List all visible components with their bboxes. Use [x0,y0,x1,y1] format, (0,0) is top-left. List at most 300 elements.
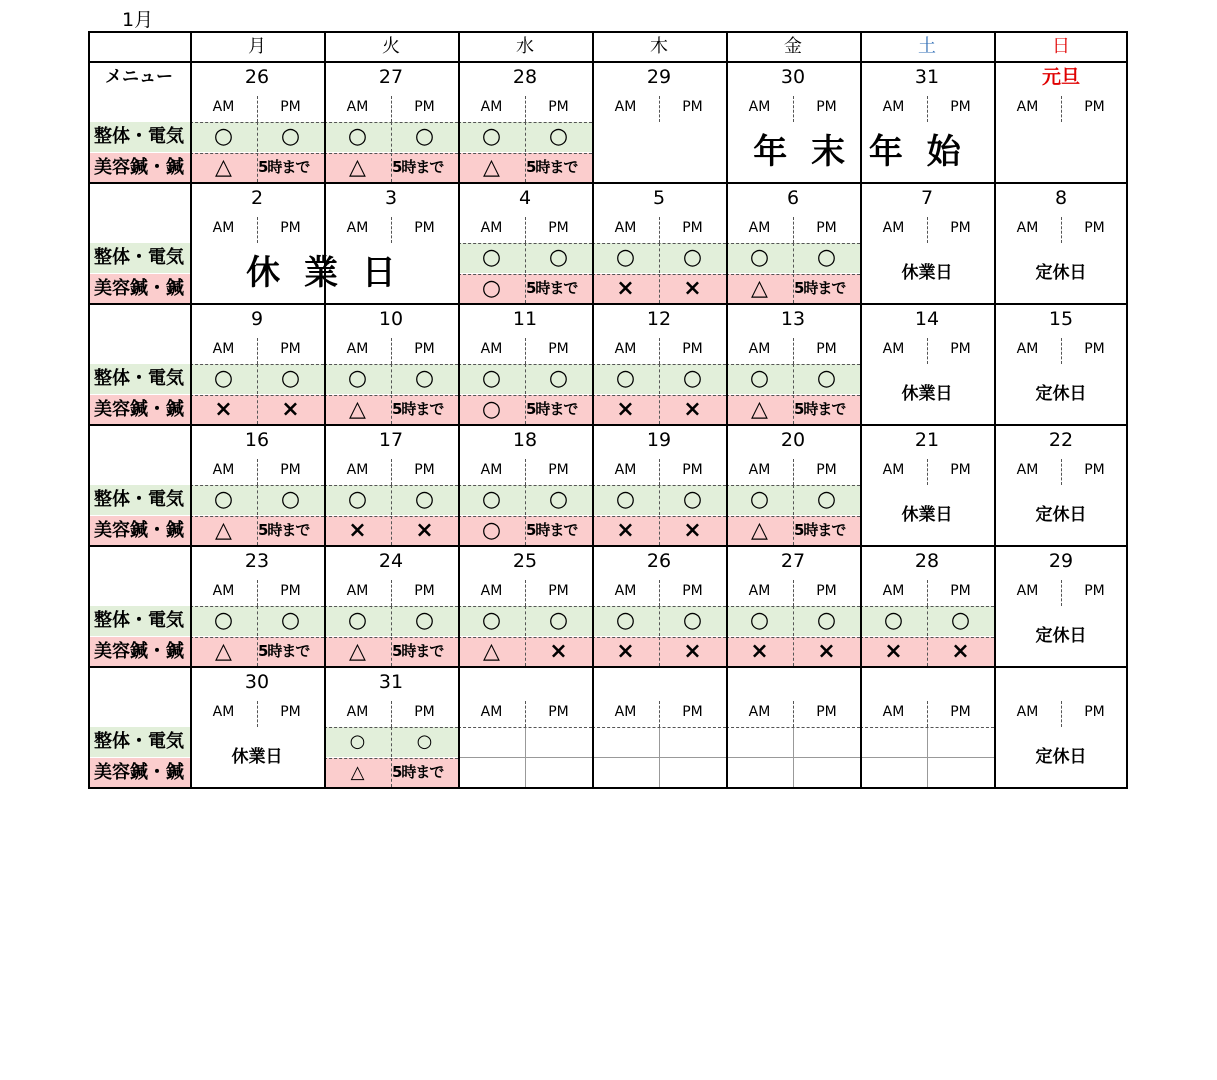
ampm-row-divider [190,122,324,123]
slot-divider [257,637,258,666]
slot-biyou-pm: × [683,396,702,422]
row-label-seitai: 整体・電気 [88,727,190,757]
ampm-divider [793,96,794,122]
slot-divider [391,122,392,152]
am-label: AM [748,583,771,599]
slot-row-divider [592,637,726,638]
date-2-3: 12 [646,307,672,330]
row-label-seitai: 整体・電気 [88,485,190,515]
ampm-divider [793,338,794,364]
day-header-5: 土 [918,35,936,57]
slot-divider [391,485,392,515]
slot-biyou-am: △ [483,154,500,180]
date-5-4 [726,667,860,697]
slot-biyou-pm: 5時まで [526,279,578,297]
ampm-divider [927,580,928,606]
pm-label: PM [950,99,971,115]
pm-label: PM [280,99,301,115]
regular-holiday-label: 定休日 [994,485,1128,545]
date-1-3: 5 [652,186,666,209]
date-4-0: 23 [244,549,270,572]
slot-row-divider [726,757,860,758]
ampm-row-divider [726,485,860,486]
slot-biyou-am: △ [483,638,500,664]
slot-divider [391,758,392,787]
pm-label: PM [816,704,837,720]
ampm-divider [257,701,258,727]
slot-seitai-am: ○ [749,366,770,391]
slot-divider [793,637,794,666]
slot-biyou-pm: × [951,638,970,664]
am-label: AM [480,341,503,357]
am-label: AM [882,583,905,599]
date-2-5: 14 [914,307,940,330]
ampm-row-divider [458,727,592,728]
ampm-divider [525,96,526,122]
ampm-divider [257,580,258,606]
ampm-row-divider [458,606,592,607]
slot-seitai-am: ○ [481,608,502,633]
pm-label: PM [816,99,837,115]
ampm-divider [793,217,794,243]
column-border [88,31,90,787]
pm-label: PM [548,462,569,478]
ampm-divider [525,459,526,485]
slot-seitai-pm: ○ [280,366,301,391]
slot-divider [927,606,928,636]
slot-seitai-pm: ○ [548,366,569,391]
slot-seitai-pm: ○ [816,245,837,270]
slot-divider [927,637,928,666]
slot-divider [793,485,794,515]
slot-row-divider [324,516,458,517]
slot-biyou-am: ○ [481,275,502,301]
pm-label: PM [548,341,569,357]
slot-seitai-am: ○ [749,245,770,270]
slot-row-divider [726,274,860,275]
pm-label: PM [414,462,435,478]
ampm-divider [257,459,258,485]
slot-divider [257,153,258,182]
slot-biyou-pm: × [281,396,300,422]
am-label: AM [882,704,905,720]
slot-seitai-am: ○ [481,245,502,270]
date-1-6: 8 [1054,186,1068,209]
am-label: AM [1016,341,1039,357]
slot-divider [659,516,660,545]
ampm-divider [391,217,392,243]
pm-label: PM [548,704,569,720]
slot-divider [391,637,392,666]
date-5-2 [458,667,592,697]
pm-label: PM [950,341,971,357]
regular-holiday-label: 定休日 [994,364,1128,424]
am-label: AM [1016,99,1039,115]
slot-row-divider [324,637,458,638]
am-label: AM [882,99,905,115]
slot-biyou-pm: 5時まで [392,158,444,176]
ampm-row-divider [726,727,860,728]
slot-biyou-pm: 5時まで [258,642,310,660]
row-label-biyou: 美容鍼・鍼 [88,758,190,787]
day-header-4: 金 [784,35,802,57]
slot-divider [659,485,660,515]
pm-label: PM [682,704,703,720]
header-menu-blank [88,31,190,62]
slot-row-divider [592,757,726,758]
slot-seitai-am: ○ [347,608,368,633]
ampm-divider [525,217,526,243]
slot-divider [257,606,258,636]
column-border [726,31,728,787]
date-2-0: 9 [250,307,264,330]
am-label: AM [748,220,771,236]
slot-divider [391,606,392,636]
am-label: AM [346,704,369,720]
day-header-0: 月 [248,35,266,57]
am-label: AM [1016,704,1039,720]
date-1-1: 3 [384,186,398,209]
slot-divider [525,606,526,636]
date-1-4: 6 [786,186,800,209]
slot-seitai-pm: ○ [414,366,435,391]
slot-seitai-am: ○ [883,608,904,633]
slot-seitai-am: ○ [749,608,770,633]
pm-label: PM [280,462,301,478]
week-border [88,787,1128,789]
slot-biyou-am: × [884,638,903,664]
ampm-divider [927,459,928,485]
am-label: AM [1016,220,1039,236]
slot-seitai-pm: ○ [682,366,703,391]
slot-biyou-am: × [348,517,367,543]
slot-divider [391,395,392,424]
ampm-row-divider [726,606,860,607]
ampm-row-divider [190,364,324,365]
slot-biyou-am: △ [349,396,366,422]
slot-row-divider [458,516,592,517]
slot-biyou-am: △ [215,638,232,664]
slot-seitai-pm: ○ [414,487,435,512]
date-5-1: 31 [378,670,404,693]
slot-divider [525,637,526,666]
date-3-1: 17 [378,428,404,451]
pm-label: PM [414,99,435,115]
slot-biyou-pm: 5時まで [392,642,444,660]
slot-divider [793,274,794,303]
slot-divider [659,395,660,424]
slot-seitai-pm: ○ [280,124,301,149]
ampm-row-divider [726,243,860,244]
ampm-row-divider [592,727,726,728]
slot-biyou-am: × [616,517,635,543]
pm-label: PM [816,341,837,357]
pm-label: PM [816,583,837,599]
day-header-6: 日 [1052,35,1070,57]
pm-label: PM [950,583,971,599]
slot-row-divider [592,516,726,517]
ampm-divider [391,701,392,727]
slot-seitai-pm: ○ [816,608,837,633]
date-5-6 [994,667,1128,697]
am-label: AM [614,341,637,357]
ampm-divider [659,580,660,606]
slot-seitai-am: ○ [481,366,502,391]
slot-biyou-am: △ [751,275,768,301]
slot-divider [793,243,794,273]
slot-row-divider [726,395,860,396]
slot-divider [793,606,794,636]
slot-seitai-pm: ○ [548,124,569,149]
slot-biyou-pm: × [683,517,702,543]
slot-seitai-am: ○ [213,608,234,633]
am-label: AM [212,99,235,115]
slot-seitai-am: ○ [347,487,368,512]
am-label: AM [212,583,235,599]
am-label: AM [1016,462,1039,478]
pm-label: PM [548,220,569,236]
regular-holiday-label: 定休日 [994,727,1128,787]
slot-biyou-am: × [616,396,635,422]
day-header-1: 火 [382,35,400,57]
date-4-4: 27 [780,549,806,572]
date-1-0: 2 [250,186,264,209]
ampm-row-divider [324,364,458,365]
am-label: AM [346,99,369,115]
pm-label: PM [682,220,703,236]
am-label: AM [212,220,235,236]
slot-divider [525,153,526,182]
ampm-row-divider [592,243,726,244]
ampm-row-divider [324,122,458,123]
slot-biyou-pm: 5時まで [794,400,846,418]
ampm-divider [257,338,258,364]
slot-seitai-pm: ○ [548,608,569,633]
am-label: AM [748,704,771,720]
closed-day-label: 休業日 [860,485,994,545]
ampm-divider [659,338,660,364]
slot-seitai-am: ○ [615,487,636,512]
slot-biyou-pm: 5時まで [392,763,444,781]
slot-seitai-am: ○ [347,124,368,149]
slot-seitai-am: ○ [615,245,636,270]
am-label: AM [614,704,637,720]
date-3-6: 22 [1048,428,1074,451]
pm-label: PM [1084,220,1105,236]
ampm-divider [793,701,794,727]
slot-seitai-pm: ○ [548,245,569,270]
am-label: AM [212,704,235,720]
am-label: AM [480,99,503,115]
date-2-2: 11 [512,307,538,330]
slot-seitai-am: ○ [481,487,502,512]
date-4-6: 29 [1048,549,1074,572]
date-2-4: 13 [780,307,806,330]
am-label: AM [480,583,503,599]
slot-row-divider [726,637,860,638]
date-0-1: 27 [378,65,404,88]
pm-label: PM [682,583,703,599]
slot-seitai-am: ○ [349,731,366,752]
slot-row-divider [324,395,458,396]
slot-row-divider [190,153,324,154]
ampm-row-divider [324,485,458,486]
slot-biyou-pm: × [683,638,702,664]
ampm-divider [793,459,794,485]
top-border [88,31,1128,33]
slot-divider [659,606,660,636]
ampm-divider [927,701,928,727]
am-label: AM [1016,583,1039,599]
slot-biyou-pm: 5時まで [526,400,578,418]
day-header-2: 水 [516,35,534,57]
slot-biyou-pm: × [549,638,568,664]
slot-biyou-am: ○ [481,396,502,422]
slot-biyou-pm: × [683,275,702,301]
ampm-row-divider [592,364,726,365]
closed-day-label: 休業日 [860,364,994,424]
pm-label: PM [280,583,301,599]
pm-label: PM [1084,341,1105,357]
ampm-divider [391,338,392,364]
slot-biyou-am: △ [349,638,366,664]
date-0-5: 31 [914,65,940,88]
slot-row-divider [190,637,324,638]
ampm-divider [525,580,526,606]
slot-seitai-am: ○ [749,487,770,512]
slot-biyou-am: △ [215,517,232,543]
pm-label: PM [280,220,301,236]
ampm-row-divider [726,364,860,365]
slot-divider [793,516,794,545]
slot-seitai-am: ○ [213,487,234,512]
ampm-divider [793,580,794,606]
header-border [88,61,1128,63]
slot-seitai-am: ○ [347,366,368,391]
ampm-divider [391,96,392,122]
date-0-3: 29 [646,65,672,88]
date-0-4: 30 [780,65,806,88]
slot-row-divider [458,637,592,638]
date-5-3 [592,667,726,697]
am-label: AM [882,341,905,357]
ampm-row-divider [324,606,458,607]
slot-biyou-am: × [616,275,635,301]
pm-label: PM [1084,99,1105,115]
am-label: AM [480,220,503,236]
slot-divider [525,364,526,394]
row-label-biyou: 美容鍼・鍼 [88,516,190,545]
am-label: AM [748,341,771,357]
pm-label: PM [1084,462,1105,478]
am-label: AM [346,220,369,236]
slot-seitai-am: ○ [615,366,636,391]
slot-biyou-am: △ [350,761,365,783]
date-4-5: 28 [914,549,940,572]
ampm-divider [927,217,928,243]
ampm-row-divider [324,727,458,728]
pm-label: PM [414,220,435,236]
slot-divider [257,516,258,545]
day-header-3: 木 [650,35,668,57]
slot-biyou-pm: 5時まで [794,521,846,539]
regular-holiday-label: 定休日 [994,606,1128,666]
ampm-divider [391,580,392,606]
am-label: AM [480,704,503,720]
pm-label: PM [414,583,435,599]
pm-label: PM [950,220,971,236]
date-3-3: 19 [646,428,672,451]
slot-divider [525,274,526,303]
pm-label: PM [682,462,703,478]
pm-label: PM [280,341,301,357]
slot-divider [659,364,660,394]
ampm-divider [659,217,660,243]
slot-biyou-am: △ [751,396,768,422]
slot-biyou-pm: 5時まで [526,158,578,176]
date-2-1: 10 [378,307,404,330]
ampm-divider [525,701,526,727]
slot-divider [257,485,258,515]
slot-row-divider [592,395,726,396]
slot-divider [257,395,258,424]
slot-divider [525,243,526,273]
slot-divider [391,153,392,182]
ampm-row-divider [592,485,726,486]
slot-divider [257,364,258,394]
slot-seitai-am: ○ [481,124,502,149]
date-1-2: 4 [518,186,532,209]
slot-biyou-pm: 5時まで [258,521,310,539]
slot-divider [525,395,526,424]
regular-holiday-label: 定休日 [994,243,1128,303]
slot-biyou-pm: × [817,638,836,664]
row-label-biyou: 美容鍼・鍼 [88,274,190,303]
date-0-6: 元旦 [1041,65,1080,88]
date-5-0: 30 [244,670,270,693]
ampm-divider [1061,701,1062,727]
pm-label: PM [950,704,971,720]
column-border [324,31,326,787]
slot-divider [525,516,526,545]
ampm-divider [659,96,660,122]
slot-seitai-am: ○ [615,608,636,633]
row-label-seitai: 整体・電気 [88,364,190,394]
closed-day-label: 休業日 [860,243,994,303]
row-label-seitai: 整体・電気 [88,122,190,152]
ampm-divider [1061,338,1062,364]
ampm-row-divider [592,606,726,607]
slot-seitai-pm: ○ [548,487,569,512]
slot-row-divider [458,153,592,154]
slot-divider [793,395,794,424]
slot-row-divider [190,516,324,517]
slot-biyou-pm: 5時まで [392,400,444,418]
am-label: AM [212,341,235,357]
am-label: AM [882,462,905,478]
ampm-row-divider [458,122,592,123]
closed-day-label: 休業日 [190,727,324,787]
ampm-row-divider [458,485,592,486]
am-label: AM [614,99,637,115]
column-border [190,31,192,787]
ampm-row-divider [860,727,994,728]
pm-label: PM [816,220,837,236]
slot-biyou-am: △ [349,154,366,180]
date-3-5: 21 [914,428,940,451]
slot-seitai-pm: ○ [682,245,703,270]
slot-seitai-pm: ○ [950,608,971,633]
